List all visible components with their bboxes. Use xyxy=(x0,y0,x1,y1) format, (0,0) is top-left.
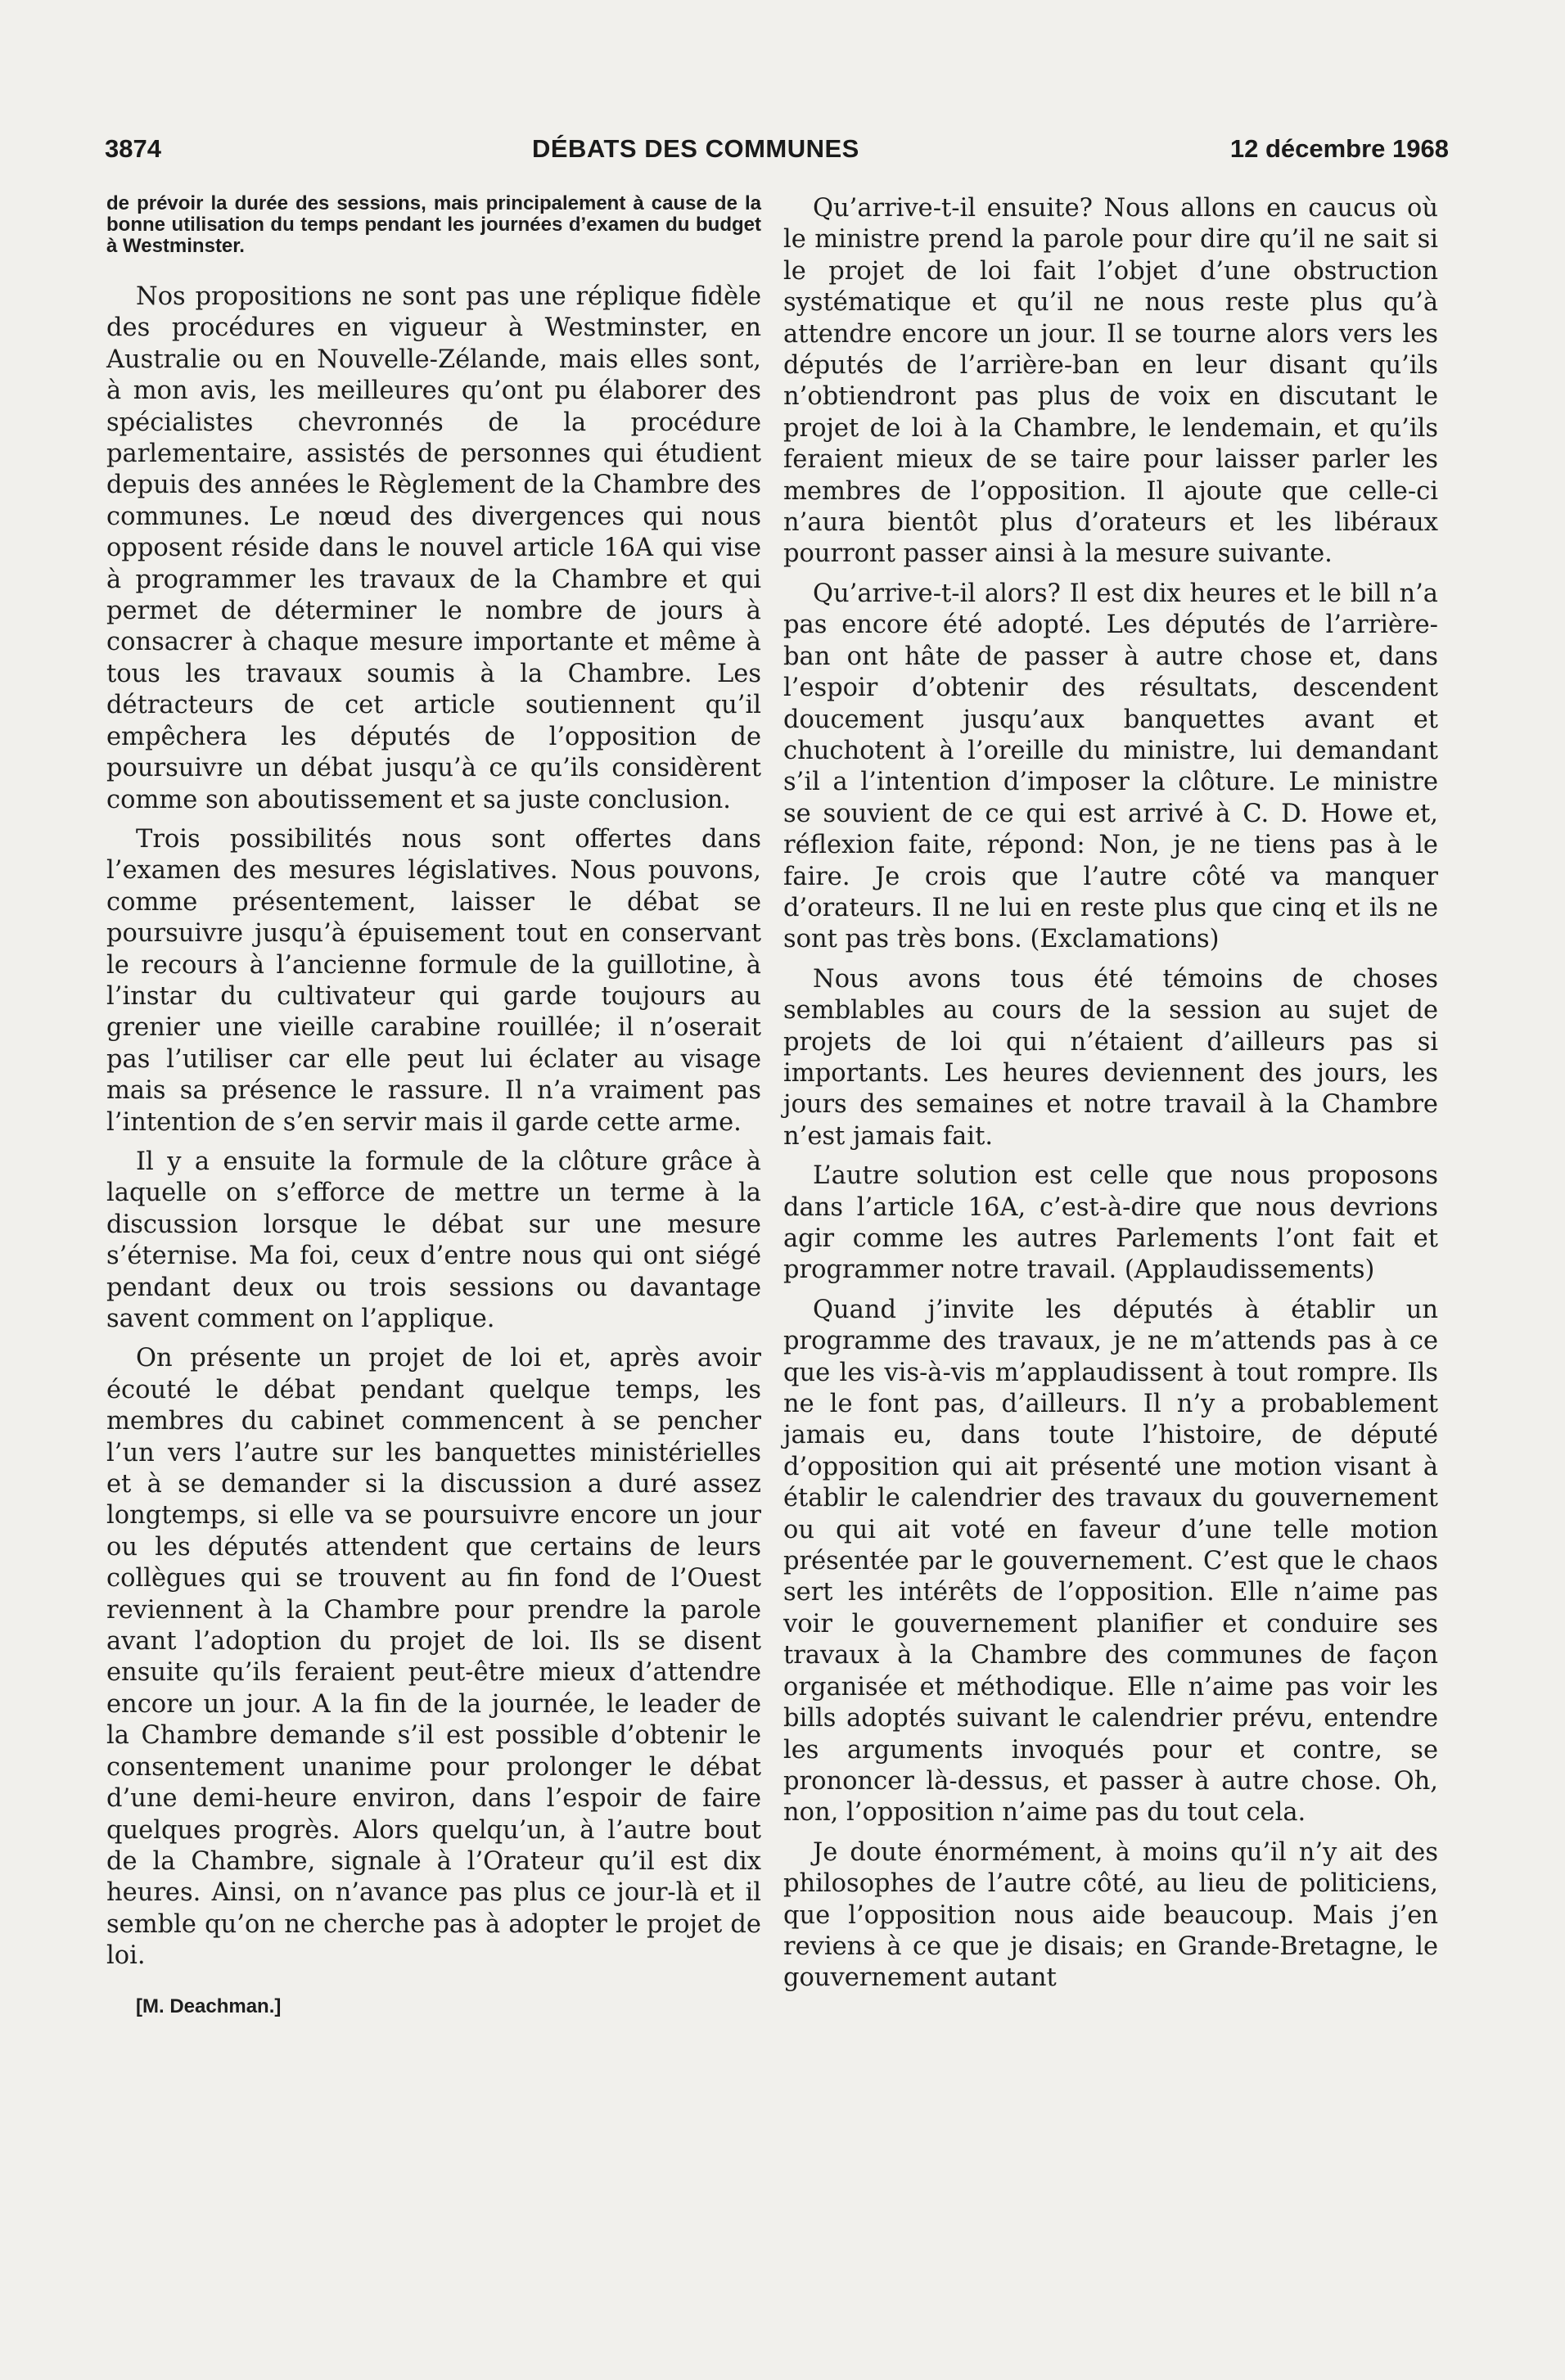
page-date: 12 décembre 1968 xyxy=(1229,134,1449,163)
paragraph: Je doute énormément, à moins qu’il n’y ait des philosophes de l’autre côté, au lieu de politiciens, que l’opposition nous aide beaucoup. Mais j’en reviens à ce que je disais; en Grande-Bretagne, le gouvernement autant xyxy=(783,1837,1438,1993)
page-number: 3874 xyxy=(105,134,161,163)
right-column xyxy=(783,193,1438,1995)
paragraph: Nos propositions ne sont pas une réplique fidèle des procédures en vigueur à Westminster, en Australie ou en Nouvelle-Zélande, mais elles sont, à mon avis, les meilleures qu’ont pu élaborer des spécialistes chevronnés de la procédure parlementaire, assistés de personnes qui étudient depuis des années le Règlement de la Chambre des communes. Le nœud des divergences qui nous opposent réside dans le nouvel article 16A qui vise à programmer les travaux de la Chambre et qui permet de déterminer le nombre de jours à consacrer à chaque mesure importante et même à tous les travaux soumis à la Chambre. Les détracteurs de cet article soutiennent qu’il empêchera les députés de l’opposition de poursuivre un débat jusqu’à ce qu’ils considèrent comme son aboutissement et sa juste conclusion. xyxy=(106,282,761,814)
continued-paragraph: de prévoir la durée des sessions, mais principalement à cause de la bonne utilisation du temps pendant les journées d’examen du budget à Westminster. xyxy=(106,192,761,257)
paragraph: Qu’arrive-t-il alors? Il est dix heures et le bill n’a pas encore été adopté. Les députés de l’arrière-ban ont hâte de passer à autre chose et, dans l’espoir d’obtenir des résultats, descendent doucement jusqu’aux banquettes avant et chuchotent à l’oreille du ministre, lui demandant s’il a l’intention d’imposer la clôture. Le ministre se souvient de ce qui est arrivé à C. D. Howe et, réflexion faite, répond: Non, je ne tiens pas à le faire. Je crois que l’autre côté va manquer d’orateurs. Il ne lui en reste plus que cinq et ils ne sont pas très bons. (Exclamations) xyxy=(783,579,1438,954)
page-header xyxy=(105,134,1449,174)
paragraph: Il y a ensuite la formule de la clôture grâce à laquelle on s’efforce de mettre un terme à la discussion lorsque le débat sur une mesure s’éternise. Ma foi, ceux d’entre nous qui ont siégé pendant deux ou trois sessions ou davantage savent comment on l’applique. xyxy=(106,1147,761,1333)
publication-title: DÉBATS DES COMMUNES xyxy=(531,134,859,163)
paragraph: Trois possibilités nous sont offertes dans l’examen des mesures législatives. Nous pouvons, comme présentement, laisser le débat se poursuivre jusqu’à épuisement tout en conservant le recours à l’ancienne formule de la guillotine, à l’instar du cultivateur qui garde toujours au grenier une vieille carabine rouillée; il n’oserait pas l’utiliser car elle peut lui éclater au visage mais sa présence le rassure. Il n’a vraiment pas l’intention de s’en servir mais il garde cette arme. xyxy=(106,824,761,1137)
paragraph: Quand j’invite les députés à établir un programme des travaux, je ne m’attends pas à ce que les vis-à-vis m’applaudissent à tout rompre. Ils ne le font pas, d’ailleurs. Il n’y a probablement jamais eu, dans toute l’histoire, de député d’opposition qui ait présenté une motion visant à établir le calendrier des travaux du gouvernement ou qui ait voté en faveur d’une telle motion présentée par le gouvernement. C’est que le chaos sert les intérêts de l’opposition. Elle n’aime pas voir le gouvernement planifier et conduire ses travaux à la Chambre des communes de façon organisée et méthodique. Elle n’aime pas voir les bills adoptés suivant le calendrier prévu, entendre les arguments invoqués pour et contre, se prononcer là-dessus, et passer à autre chose. Oh, non, l’opposition n’aime pas du tout cela. xyxy=(783,1295,1438,1828)
paragraph: Qu’arrive-t-il ensuite? Nous allons en caucus où le ministre prend la parole pour dire qu’il ne sait si le projet de loi fait l’objet d’une obstruction systématique et qu’il ne nous reste plus qu’à attendre encore un jour. Il se tourne alors vers les députés de l’arrière-ban en leur disant qu’ils n’obtiendront pas plus de voix en discutant le projet de loi à la Chambre, le lendemain, et qu’ils feraient mieux de se taire pour laisser parler les membres de l’opposition. Il ajoute que celle-ci n’aura bientôt plus d’orateurs et les libéraux pourront passer ainsi à la mesure suivante. xyxy=(783,194,1438,569)
speaker-signature: [M. Deachman.] xyxy=(136,1995,282,2017)
paragraph: On présente un projet de loi et, après avoir écouté le débat pendant quelque temps, les membres du cabinet commencent à se pencher l’un vers l’autre sur les banquettes ministérielles et à se demander si la discussion a duré assez longtemps, si elle va se poursuivre encore un jour ou les députés attendent que certains de leurs collègues qui se trouvent au fin fond de l’Ouest reviennent à la Chambre pour prendre la parole avant l’adoption du projet de loi. Ils se disent ensuite qu’ils feraient peut-être mieux d’attendre encore un jour. A la fin de la journée, le leader de la Chambre demande s’il est possible d’obtenir le consentement unanime pour prolonger le débat d’une demi-heure environ, dans l’espoir de faire quelques progrès. Alors quelqu’un, à l’autre bout de la Chambre, signale à l’Orateur qu’il est dix heures. Ainsi, on n’avance pas plus ce jour-là et il semble qu’on ne cherche pas à adopter le projet de loi. xyxy=(106,1344,761,1971)
paragraph: L’autre solution est celle que nous proposons dans l’article 16A, c’est-à-dire que nous devrions agir comme les autres Parlements l’ont fait et programmer notre travail. (Applaudissements) xyxy=(783,1161,1438,1285)
paragraph: Nous avons tous été témoins de choses semblables au cours de la session au sujet de projets de loi qui n’étaient d’ailleurs pas si importants. Les heures deviennent des jours, les jours des semaines et notre travail à la Chambre n’est jamais fait. xyxy=(783,964,1438,1151)
left-column xyxy=(106,193,761,2018)
